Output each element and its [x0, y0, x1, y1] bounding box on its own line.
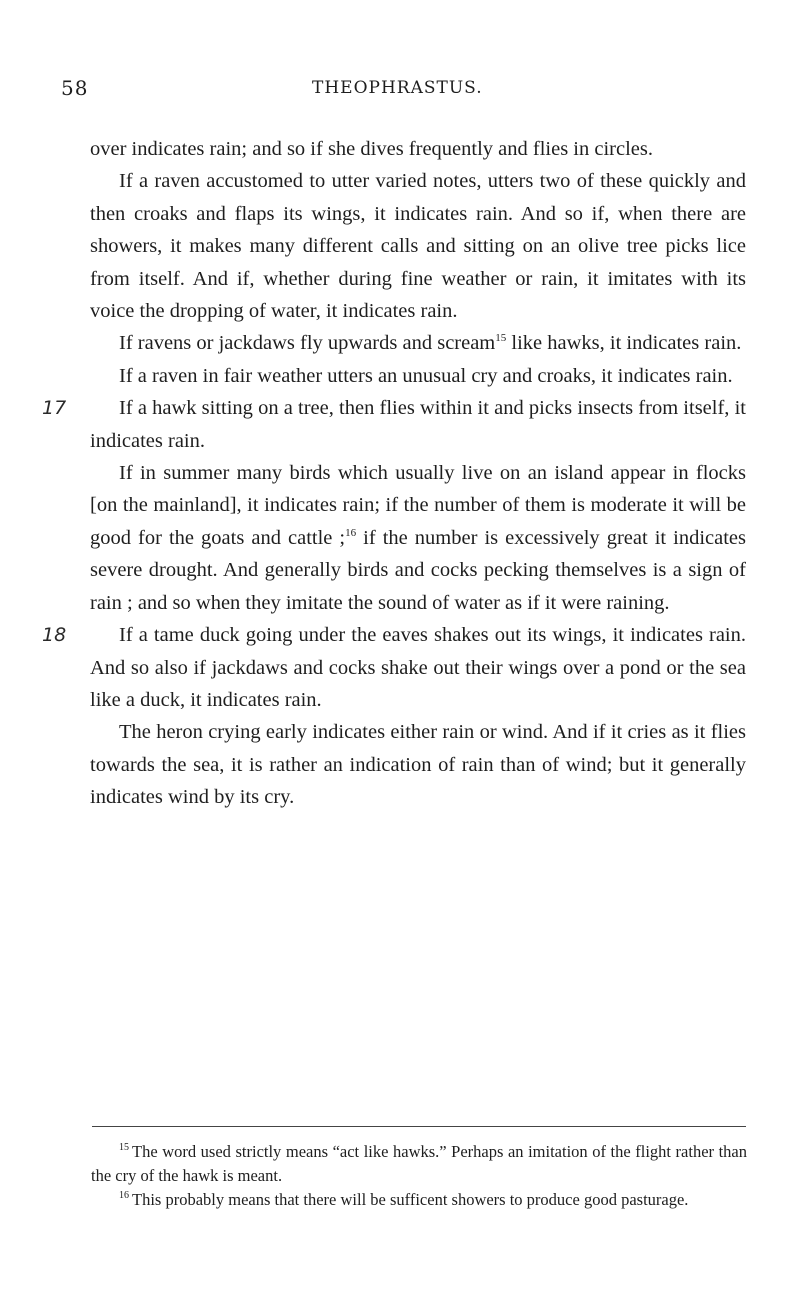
- body-text: [42, 133, 746, 814]
- footnote-16: [91, 1188, 747, 1212]
- paragraph-6-text-b: if the number is excessively great it indicates severe drought. And generally birds and cocks pecking themselves is a sign of rain ; and so when they imitate the sound of water as if it were raining.: [90, 526, 746, 614]
- page-number: 58: [61, 76, 89, 100]
- paragraph-3-text-b: like hawks, it indicates rain.: [506, 332, 742, 355]
- paragraph-4: If a raven in fair weather utters an unusual cry and croaks, it indicates rain.: [119, 364, 733, 387]
- paragraph-5: If a hawk sitting on a tree, then flies within it and picks insects from itself, it indicates rain.: [90, 397, 746, 452]
- paragraph-7: If a tame duck going under the eaves shakes out its wings, it indicates rain. And so also if jackdaws and cocks shake out their wings over a pond or the sea like a duck, it indicates rain.: [90, 624, 746, 711]
- section-17: [42, 392, 746, 457]
- section-number-18: 18: [42, 624, 67, 647]
- paragraph-3: [90, 327, 746, 359]
- footnote-divider: [92, 1126, 746, 1127]
- footnotes: [91, 1140, 747, 1212]
- footnote-16-text: This probably means that there will be sufficent showers to produce good pasturage.: [132, 1190, 689, 1209]
- paragraph-8: The heron crying early indicates either rain or wind. And if it cries as it flies towards the sea, it is rather an indication of rain than of wind; but it generally indicates wind by its cry.: [90, 721, 746, 809]
- paragraph-6: [90, 457, 746, 619]
- footnote-number-16: 16: [119, 1190, 129, 1201]
- footnote-number-15: 15: [119, 1142, 129, 1153]
- footnote-ref-16: 16: [345, 526, 357, 539]
- running-head: THEOPHRASTUS.: [312, 78, 483, 98]
- section-number-17: 17: [42, 397, 67, 420]
- paragraph-6-text-a: If in summer many birds which usually live on an island appear in flocks [on the mainland], it indicates rain; if the number of them is moderate it will be good for the goats and cattle ;: [90, 462, 746, 549]
- page-header: [0, 76, 800, 106]
- paragraph-3-text-a: If ravens or jackdaws fly upwards and scream: [119, 332, 496, 355]
- paragraph-2: If a raven accustomed to utter varied notes, utters two of these quickly and then croaks and flaps its wings, it indicates rain. And so if, when there are showers, it makes many different calls and sitting on an olive tree picks lice from itself. And if, whether during fine weather or rain, it imitates with its voice the dropping of water, it indicates rain.: [90, 170, 746, 323]
- footnote-ref-15: 15: [495, 332, 507, 345]
- footnote-15: [91, 1140, 747, 1188]
- section-18: [42, 619, 746, 716]
- paragraph-1: over indicates rain; and so if she dives frequently and flies in circles.: [90, 138, 653, 160]
- footnote-15-text: The word used strictly means “act like hawks.” Perhaps an imitation of the flight rather than the cry of the hawk is meant.: [91, 1142, 747, 1185]
